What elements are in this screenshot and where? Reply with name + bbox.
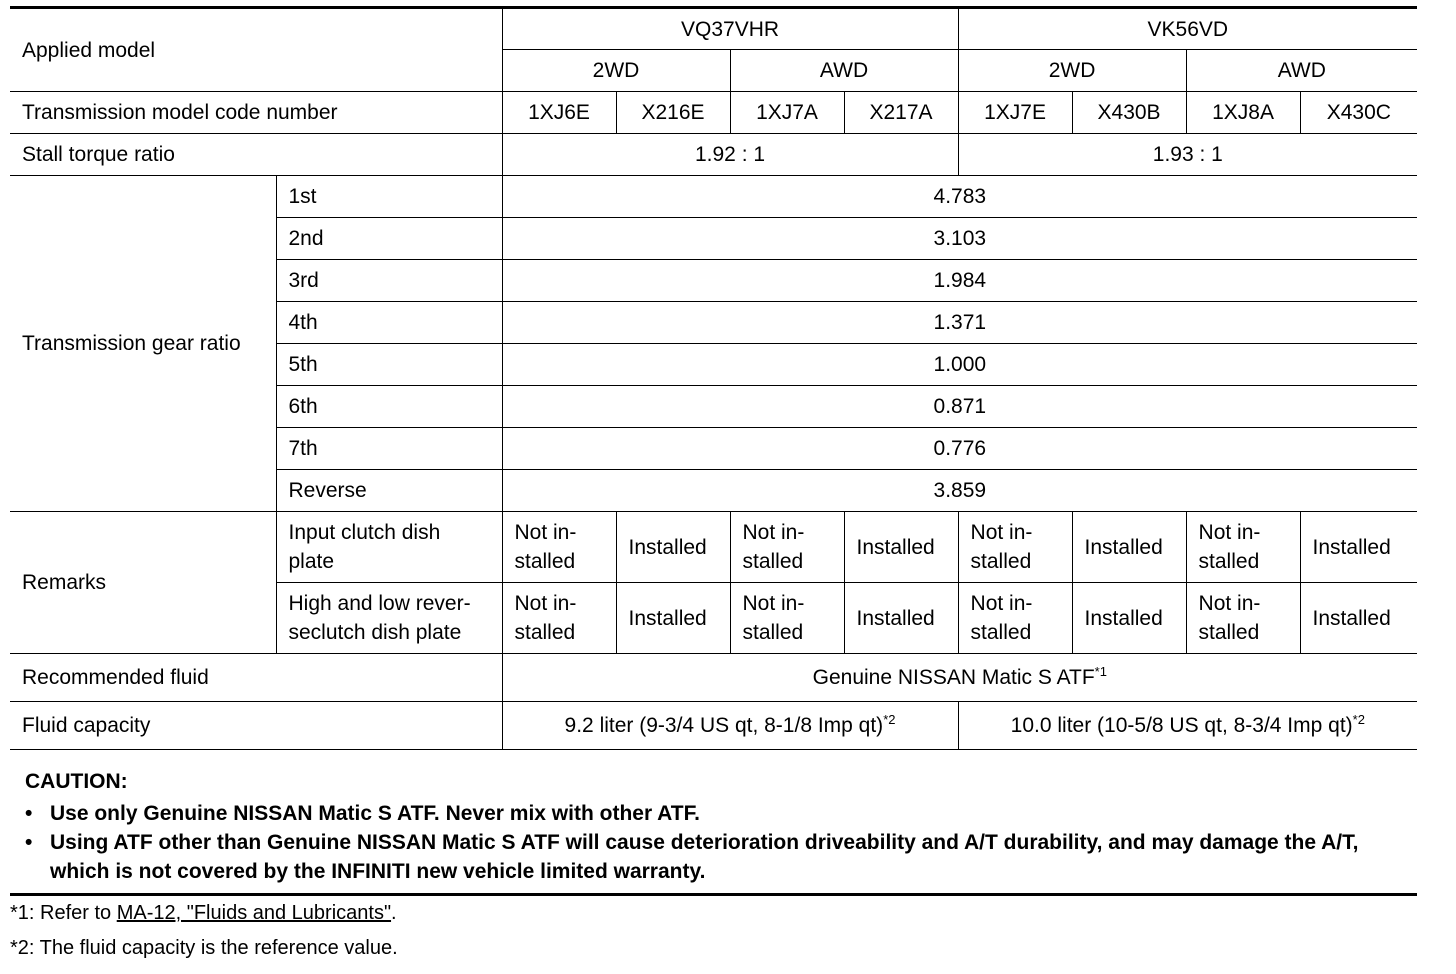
remark-line: stalled bbox=[514, 550, 576, 573]
gear-ratio-value: 0.776 bbox=[502, 428, 1417, 470]
remark-line: Installed bbox=[628, 535, 707, 559]
gear-ratio-value: 3.103 bbox=[502, 218, 1417, 260]
remark-line: stalled bbox=[1198, 550, 1260, 573]
caution-text: Use only Genuine NISSAN Matic S ATF. Never mix with other ATF. bbox=[50, 802, 700, 825]
remark-cell bbox=[844, 512, 958, 583]
remark-cell bbox=[730, 583, 844, 654]
bullet-icon: • bbox=[25, 802, 33, 825]
code-row bbox=[10, 92, 1417, 134]
caution-text: Using ATF other than Genuine NISSAN Matic S ATF will cause deterioration driveability and A/T durability, and may damage the A/T, which is not covered by the INFINITI new vehicle limited warranty. bbox=[50, 831, 1359, 883]
code-cell: 1XJ6E bbox=[502, 92, 616, 134]
remark-cell bbox=[958, 512, 1072, 583]
remark-cell bbox=[844, 583, 958, 654]
gear-ratio-value: 4.783 bbox=[502, 176, 1417, 218]
footnote-ref: *2 bbox=[1352, 712, 1365, 727]
footnote-1 bbox=[10, 902, 397, 925]
gear-ratio-value: 1.000 bbox=[502, 344, 1417, 386]
fluid-value bbox=[502, 654, 1417, 702]
remarks-row bbox=[10, 512, 1417, 583]
remark-cell bbox=[1186, 512, 1300, 583]
remark-cell bbox=[616, 512, 730, 583]
capacity-vk-value: 10.0 liter (10-5/8 US qt, 8-3/4 Imp qt) bbox=[1010, 714, 1353, 737]
remark-cell bbox=[1300, 512, 1417, 583]
remark-item-line: plate bbox=[288, 550, 335, 573]
code-cell: 1XJ7E bbox=[958, 92, 1072, 134]
applied-model-label: Applied model bbox=[10, 8, 502, 92]
caution-item bbox=[25, 799, 1410, 828]
fluid-label: Recommended fluid bbox=[10, 654, 502, 702]
stall-vk-value: 1.93 : 1 bbox=[958, 134, 1417, 176]
gear-name: 4th bbox=[276, 302, 502, 344]
gear-ratio-value: 0.871 bbox=[502, 386, 1417, 428]
code-label: Transmission model code number bbox=[10, 92, 502, 134]
footnote-1-prefix: *1: Refer to bbox=[10, 902, 117, 924]
gear-ratio-label: Transmission gear ratio bbox=[10, 176, 276, 512]
gear-name: 5th bbox=[276, 344, 502, 386]
code-cell: 1XJ7A bbox=[730, 92, 844, 134]
caution-block bbox=[10, 766, 1417, 896]
remark-line: Not in- bbox=[742, 592, 805, 615]
remark-line: Not in- bbox=[742, 521, 805, 544]
caution-item bbox=[25, 828, 1410, 886]
remark-line: stalled bbox=[742, 550, 804, 573]
footnote-1-suffix: . bbox=[391, 902, 397, 924]
code-cell: X430B bbox=[1072, 92, 1186, 134]
drive-vq-awd: AWD bbox=[730, 50, 958, 92]
drive-vk-2wd: 2WD bbox=[958, 50, 1186, 92]
remark-cell bbox=[1300, 583, 1417, 654]
stall-label: Stall torque ratio bbox=[10, 134, 502, 176]
remark-item bbox=[276, 583, 502, 654]
footnote-2: *2: The fluid capacity is the reference value. bbox=[10, 937, 398, 959]
remark-item bbox=[276, 512, 502, 583]
remark-cell bbox=[1186, 583, 1300, 654]
gear-name: 6th bbox=[276, 386, 502, 428]
remark-line: Installed bbox=[1084, 535, 1163, 559]
remark-item-line: Input clutch dish bbox=[288, 521, 441, 544]
fluid-row bbox=[10, 654, 1417, 702]
remark-cell bbox=[502, 583, 616, 654]
remark-line: stalled bbox=[1198, 621, 1260, 644]
remark-line: Not in- bbox=[970, 592, 1033, 615]
remark-line: stalled bbox=[742, 621, 804, 644]
specification-table bbox=[10, 6, 1417, 750]
remark-cell bbox=[502, 512, 616, 583]
remarks-label: Remarks bbox=[10, 512, 276, 654]
engine-vk56vd: VK56VD bbox=[958, 8, 1417, 50]
engine-header-row bbox=[10, 8, 1417, 50]
engine-vq37vhr: VQ37VHR bbox=[502, 8, 958, 50]
gear-name: 1st bbox=[276, 176, 502, 218]
code-cell: X217A bbox=[844, 92, 958, 134]
capacity-vk bbox=[958, 702, 1417, 750]
fluids-lubricants-link[interactable]: MA-12, "Fluids and Lubricants" bbox=[116, 902, 392, 924]
gear-ratio-value: 1.984 bbox=[502, 260, 1417, 302]
gear-name: Reverse bbox=[276, 470, 502, 512]
remark-item-line: High and low rever- bbox=[288, 592, 471, 615]
remark-line: Installed bbox=[1084, 606, 1163, 630]
remark-line: Not in- bbox=[514, 592, 577, 615]
gear-name: 2nd bbox=[276, 218, 502, 260]
remark-line: Installed bbox=[856, 535, 935, 559]
remark-cell bbox=[1072, 512, 1186, 583]
capacity-vq-value: 9.2 liter (9-3/4 US qt, 8-1/8 Imp qt) bbox=[564, 714, 884, 737]
remark-cell bbox=[616, 583, 730, 654]
stall-row bbox=[10, 134, 1417, 176]
remark-line: Installed bbox=[1312, 606, 1391, 630]
gear-ratio-value: 1.371 bbox=[502, 302, 1417, 344]
remark-line: Not in- bbox=[1198, 521, 1261, 544]
gear-name: 7th bbox=[276, 428, 502, 470]
remark-line: Not in- bbox=[1198, 592, 1261, 615]
remark-line: Not in- bbox=[514, 521, 577, 544]
stall-vq-value: 1.92 : 1 bbox=[502, 134, 958, 176]
remark-cell bbox=[730, 512, 844, 583]
remark-line: stalled bbox=[970, 621, 1032, 644]
remark-line: Installed bbox=[856, 606, 935, 630]
remark-item-line: seclutch dish plate bbox=[288, 621, 462, 644]
code-cell: X430C bbox=[1300, 92, 1417, 134]
remark-line: stalled bbox=[514, 621, 576, 644]
remark-line: Not in- bbox=[970, 521, 1033, 544]
bullet-icon: • bbox=[25, 831, 33, 854]
capacity-vq bbox=[502, 702, 958, 750]
capacity-row bbox=[10, 702, 1417, 750]
remark-cell bbox=[958, 583, 1072, 654]
remark-line: Installed bbox=[628, 606, 707, 630]
fluid-name: Genuine NISSAN Matic S ATF bbox=[812, 666, 1095, 689]
footnote-ref: *1 bbox=[1094, 664, 1107, 679]
remark-line: Installed bbox=[1312, 535, 1391, 559]
capacity-label: Fluid capacity bbox=[10, 702, 502, 750]
gear-row bbox=[10, 176, 1417, 218]
code-cell: 1XJ8A bbox=[1186, 92, 1300, 134]
gear-ratio-value: 3.859 bbox=[502, 470, 1417, 512]
remark-line: stalled bbox=[970, 550, 1032, 573]
remark-cell bbox=[1072, 583, 1186, 654]
drive-vk-awd: AWD bbox=[1186, 50, 1417, 92]
code-cell: X216E bbox=[616, 92, 730, 134]
drive-vq-2wd: 2WD bbox=[502, 50, 730, 92]
caution-title: CAUTION: bbox=[25, 770, 128, 793]
gear-name: 3rd bbox=[276, 260, 502, 302]
footnote-ref: *2 bbox=[883, 712, 896, 727]
